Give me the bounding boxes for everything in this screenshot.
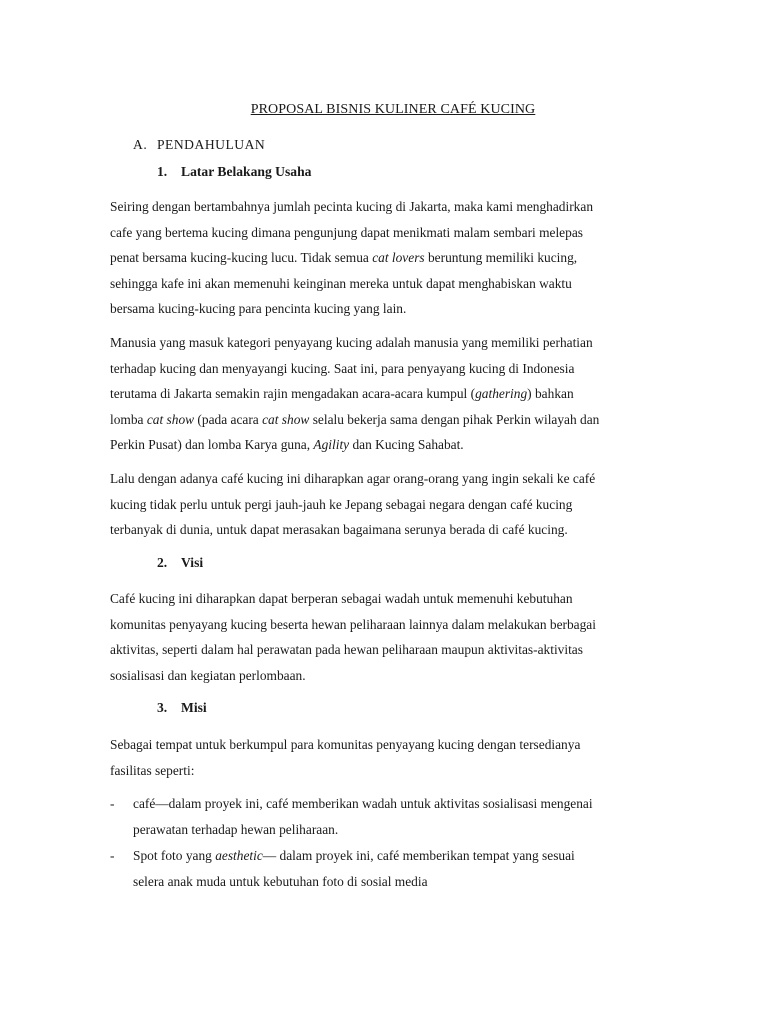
bullet-text (133, 843, 575, 895)
bullet-dash: - (110, 796, 115, 811)
subheading-number: 3. (157, 700, 168, 715)
subheading-label: Misi (181, 700, 207, 715)
text-line: fasilitas seperti: (110, 762, 195, 778)
text-line: bersama kucing-kucing para pencinta kucing yang lain. (110, 301, 407, 317)
section-heading-pendahuluan (133, 137, 265, 153)
text-line: penat bersama kucing-kucing lucu. Tidak semua cat lovers beruntung memiliki kucing, (110, 250, 578, 266)
text-line: Café kucing ini diharapkan dapat berperan sebagai wadah untuk memenuhi kebutuhan (110, 591, 573, 606)
subheading-misi (157, 700, 207, 716)
subheading-latar-belakang (157, 164, 311, 180)
text-line: café—dalam proyek ini, café memberikan wadah untuk aktivitas sosialisasi mengenai (133, 796, 593, 811)
subheading-label: Visi (181, 555, 204, 570)
text-line: Manusia yang masuk kategori penyayang kucing adalah manusia yang memiliki perhatian (110, 335, 593, 350)
section-label: PENDAHULUAN (157, 137, 266, 152)
text-line: terhadap kucing dan menyayangi kucing. Saat ini, para penyayang kucing di Indonesia (110, 360, 575, 376)
bullet-dash: - (110, 848, 115, 863)
text-line: sehingga kafe ini akan memenuhi keinginan mereka untuk dapat menghabiskan waktu (110, 275, 572, 291)
paragraph-intro (110, 194, 690, 322)
text-line: cafe yang bertema kucing dimana pengunjung dapat menikmati malam sembari melepas (110, 224, 583, 240)
text-line: Perkin Pusat) dan lomba Karya guna, Agility dan Kucing Sahabat. (110, 437, 464, 453)
text-line: komunitas penyayang kucing beserta hewan peliharaan lainnya dalam melakukan berbagai (110, 616, 596, 632)
text-line: Seiring dengan bertambahnya jumlah pecinta kucing di Jakarta, maka kami menghadirkan (110, 199, 594, 214)
bullet-text (133, 791, 593, 843)
document-title: PROPOSAL BISNIS KULINER CAFÉ KUCING (250, 102, 536, 117)
text-line: terutama di Jakarta semakin rajin mengadakan acara-acara kumpul (gathering) bahkan (110, 386, 574, 402)
subheading-label: Latar Belakang Usaha (181, 164, 312, 179)
subheading-number: 1. (157, 164, 168, 179)
text-line: kucing tidak perlu untuk pergi jauh-jauh ke Jepang sebagai negara dengan café kucing (110, 496, 573, 512)
text-line: Spot foto yang aesthetic— dalam proyek ini, café memberikan tempat yang sesuai (133, 848, 575, 863)
paragraph-penyayang (110, 330, 690, 458)
text-line: aktivitas, seperti dalam hal perawatan pada hewan peliharaan maupun aktivitas-aktivitas (110, 642, 583, 658)
section-letter: A. (133, 137, 148, 152)
subheading-visi (157, 555, 203, 571)
text-line: terbanyak di dunia, untuk dapat merasakan bagaimana serunya berada di café kucing. (110, 522, 568, 538)
paragraph-visi (110, 586, 690, 688)
paragraph-misi (110, 732, 690, 783)
subheading-number: 2. (157, 555, 168, 570)
text-line: Sebagai tempat untuk berkumpul para komunitas penyayang kucing dengan tersedianya (110, 737, 581, 752)
text-line: selera anak muda untuk kebutuhan foto di sosial media (133, 874, 428, 889)
text-line: perawatan terhadap hewan peliharaan. (133, 822, 339, 837)
text-line: sosialisasi dan kegiatan perlombaan. (110, 667, 306, 683)
text-line: Lalu dengan adanya café kucing ini diharapkan agar orang-orang yang ingin sekali ke café (110, 471, 596, 486)
text-line: lomba cat show (pada acara cat show selalu bekerja sama dengan pihak Perkin wilayah dan (110, 411, 600, 427)
paragraph-cafe-kucing (110, 466, 690, 543)
